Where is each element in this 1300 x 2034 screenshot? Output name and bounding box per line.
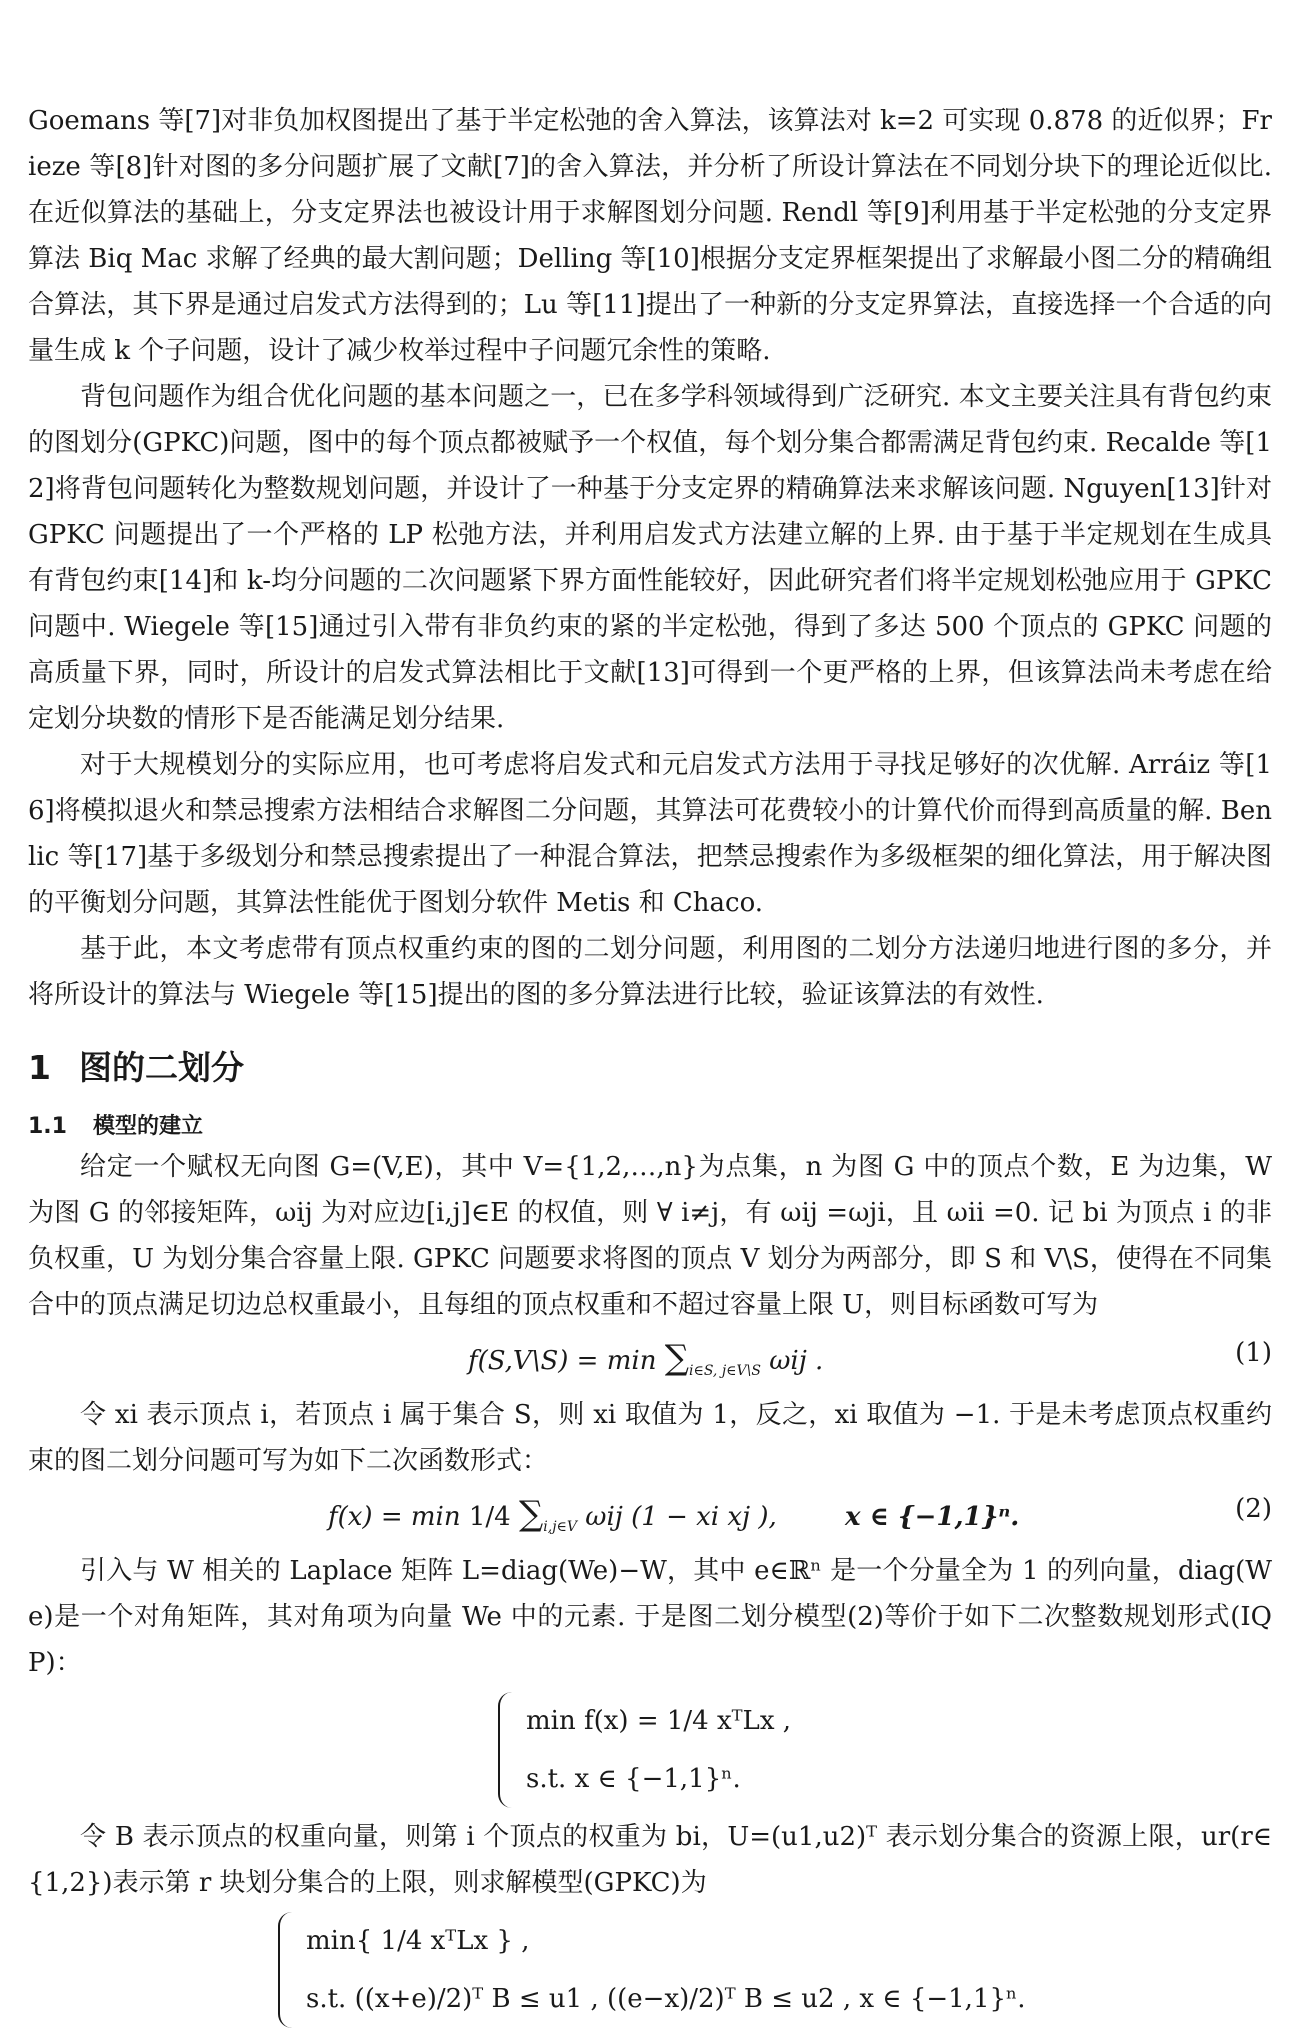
subsection-title: 模型的建立 (92, 1114, 203, 1139)
left-brace (498, 1692, 516, 1808)
paragraph-contribution: 基于此，本文考虑带有顶点权重约束的图的二划分问题，利用图的二划分方法递归地进行图的多分，并将所设计的算法与 Wiegele 等[15]提出的图的多分算法进行比较，验证该算法的有效性. (28, 934, 1272, 1010)
equation-2-body (328, 1494, 1019, 1535)
gpkc-objective: min{ 1/4 xᵀLx } , (306, 1926, 530, 1956)
equation-2-term: ωij (1 − xi xj ), (585, 1502, 777, 1532)
sum-symbol: ∑ (518, 1494, 544, 1534)
equation-2-lhs: f(x) = min (328, 1502, 461, 1532)
equation-2 (28, 1484, 1272, 1548)
left-brace (278, 1912, 296, 2028)
paragraph-binary-variable: 令 xi 表示顶点 i，若顶点 i 属于集合 S，则 xi 取值为 1，反之，xi 取值为 −1. 于是未考虑顶点权重约束的图二划分问题可写为如下二次函数形式： (28, 1400, 1272, 1476)
iqp-system (498, 1692, 938, 1808)
paper-page (28, 98, 1272, 2034)
equation-1-tag: (1) (1235, 1338, 1272, 1368)
equation-1-lhs: f(S,V\S) = min (468, 1346, 657, 1376)
paragraph-knapsack: 背包问题作为组合优化问题的基本问题之一，已在多学科领域得到广泛研究. 本文主要关注具有背包约束的图划分(GPKC)问题，图中的每个顶点都被赋予一个权值，每个划分集合都需满足背包约束. Recalde 等[12]将背包问题转化为整数规划问题，并设计了一种基于分支定界的精确算法来求解该问题. Nguyen[13]针对 GPKC 问题提出了一个严格的 LP 松弛方法，并利用启发式方法建立解的上界. 由于基于半定规划在生成具有背包约束[14]和 k-均分问题的二次问题紧下界方面性能较好，因此研究者们将半定规划松弛应用于 GPKC 问题中. Wiegele 等[15]通过引入带有非负约束的紧的半定松弛，得到了多达 500 个顶点的 GPKC 问题的高质量下界，同时，所设计的启发式算法相比于文献[13]可得到一个更严格的上界，但该算法尚未考虑在给定划分块数的情形下是否能满足划分结果. (28, 382, 1272, 734)
iqp-objective: min f(x) = 1/4 xᵀLx , (526, 1706, 792, 1736)
equation-2-sum-subscript: i,j∈V (543, 1519, 578, 1536)
sum-symbol: ∑ (664, 1338, 689, 1378)
subsection-number: 1.1 (28, 1114, 67, 1139)
paragraph-goemans: Goemans 等[7]对非负加权图提出了基于半定松弛的舍入算法，该算法对 k=2 可实现 0.878 的近似界；Frieze 等[8]针对图的多分问题扩展了文献[7]的舍入算法，并分析了所设计算法在不同划分块下的理论近似比. 在近似算法的基础上，分支定界法也被设计用于求解图划分问题. Rendl 等[9]利用基于半定松弛的分支定界算法 Biq Mac 求解了经典的最大割问题；Delling 等[10]根据分支定界框架提出了求解最小图二分的精确组合算法，其下界是通过启发式方法得到的；Lu 等[11]提出了一种新的分支定界算法，直接选择一个合适的向量生成 k 个子问题，设计了减少枚举过程中子问题冗余性的策略. (28, 106, 1272, 366)
subsection-heading (28, 1109, 1272, 1140)
section-title: 图的二划分 (78, 1048, 244, 1087)
equation-1 (28, 1328, 1272, 1392)
equation-1-term: ωij . (769, 1346, 824, 1376)
paragraph-heuristics: 对于大规模划分的实际应用，也可考虑将启发式和元启发式方法用于寻找足够好的次优解. Arráiz 等[16]将模拟退火和禁忌搜索方法相结合求解图二分问题，其算法可花费较小的计算代价而得到高质量的解. Benlic 等[17]基于多级划分和禁忌搜索提出了一种混合算法，把禁忌搜索作为多级框架的细化算法，用于解决图的平衡划分问题，其算法性能优于图划分软件 Metis 和 Chaco. (28, 750, 1272, 918)
paragraph-model-definition: 给定一个赋权无向图 G=(V,E)，其中 V={1,2,…,n}为点集，n 为图 G 中的顶点个数，E 为边集，W 为图 G 的邻接矩阵，ωij 为对应边[i,j]∈E 的权值，则 ∀ i≠j，有 ωij =ωji，且 ωii =0. 记 bi 为顶点 i 的非负权重，U 为划分集合容量上限. GPKC 问题要求将图的顶点 V 划分为两部分，即 S 和 V\S，使得在不同集合中的顶点满足切边总权重最小，且每组的顶点权重和不超过容量上限 U，则目标函数可写为 (28, 1152, 1272, 1320)
section-number: 1 (28, 1048, 51, 1087)
equation-1-body (468, 1338, 823, 1379)
gpkc-system (278, 1912, 1118, 2028)
equation-2-tag: (2) (1235, 1494, 1272, 1524)
equation-1-sum-subscript: i∈S, j∈V\S (688, 1363, 761, 1380)
iqp-constraint: s.t. x ∈ {−1,1}ⁿ. (526, 1764, 741, 1794)
gpkc-constraint: s.t. ((x+e)/2)ᵀ B ≤ u1 , ((e−x)/2)ᵀ B ≤ u2 , x ∈ {−1,1}ⁿ. (306, 1984, 1026, 2014)
paragraph-laplace: 引入与 W 相关的 Laplace 矩阵 L=diag(We)−W，其中 e∈ℝⁿ 是一个分量全为 1 的列向量，diag(We)是一个对角矩阵，其对角项为向量 We 中的元素. 于是图二划分模型(2)等价于如下二次整数规划形式(IQP)： (28, 1556, 1272, 1678)
section-heading (28, 1042, 1272, 1089)
equation-2-domain: x ∈ {−1,1}ⁿ. (845, 1502, 1020, 1532)
equation-2-fraction: 1/4 (468, 1502, 511, 1532)
paragraph-gpkc-model: 令 B 表示顶点的权重向量，则第 i 个顶点的权重为 bi，U=(u1,u2)ᵀ 表示划分集合的资源上限，ur(r∈{1,2})表示第 r 块划分集合的上限，则求解模型(GPKC)为 (28, 1822, 1272, 1898)
